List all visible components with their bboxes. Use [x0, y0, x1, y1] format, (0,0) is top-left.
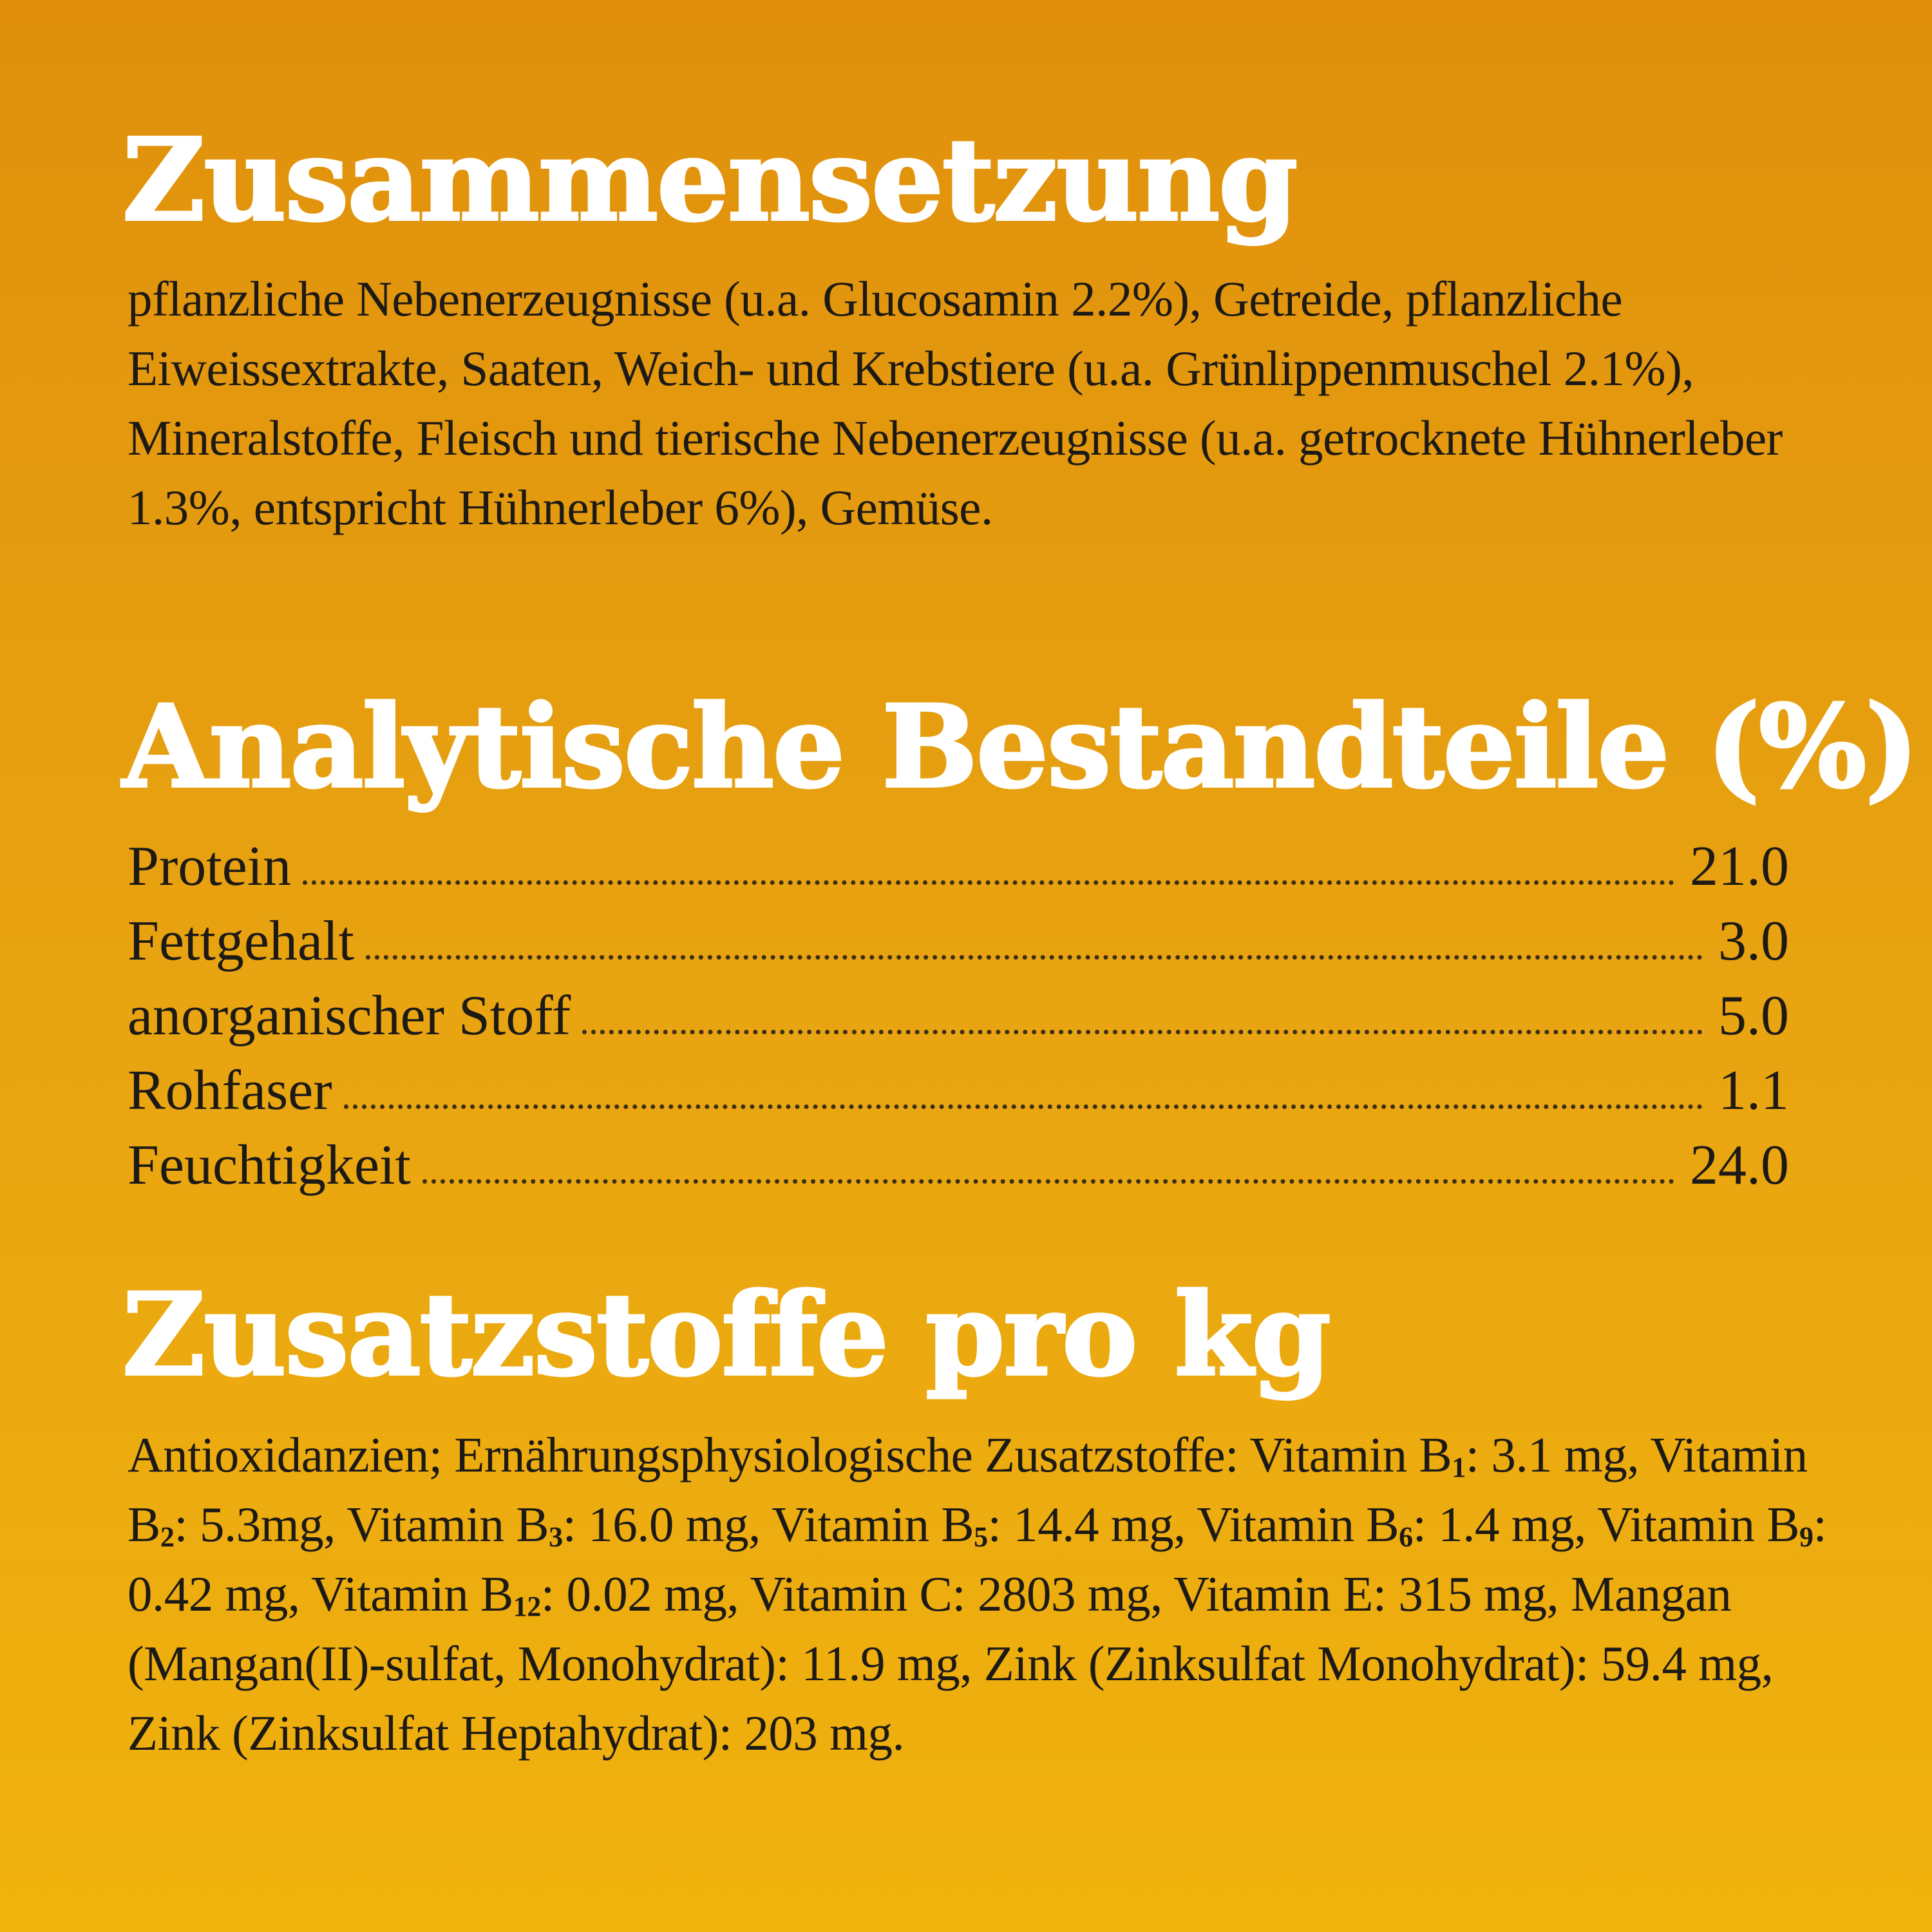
composition-title: Zusammensetzung	[122, 113, 1297, 247]
analysis-row-value: 3.0	[1718, 910, 1789, 972]
dot-leader	[422, 1179, 1674, 1184]
additives-text-segment: Antioxidanzien; Ernährungsphysiologische Zusatzstoffe: Vitamin B	[128, 1427, 1452, 1482]
additives-title: Zusatzstoffe pro kg	[122, 1268, 1330, 1401]
additives-text	[128, 1420, 1828, 1768]
analysis-row-value: 5.0	[1718, 985, 1789, 1047]
additives-text-segment: : 16.0 mg, Vitamin B	[562, 1497, 974, 1552]
vitamin-subscript: 9	[1799, 1521, 1814, 1553]
additives-text-segment: : 0.02 mg, Vitamin C: 2803 mg, Vitamin E: 315 mg, Mangan (Mangan(II)-sulfat, Monohydrat): 11.9 mg, Zink (Zinksulfat Monohydrat): 59.4 mg, Zink (Zinksulfat Heptahydrat): 203 mg.	[128, 1566, 1774, 1761]
analysis-row-fiber	[128, 1048, 1789, 1123]
dot-leader	[366, 955, 1703, 960]
analysis-title: Analytische Bestandteile (%)	[122, 680, 1918, 813]
vitamin-subscript: 5	[974, 1521, 988, 1553]
analysis-row-label: Feuchtigkeit	[128, 1134, 411, 1197]
vitamin-subscript: 1	[1452, 1452, 1466, 1483]
analysis-row-moisture	[128, 1123, 1789, 1198]
dot-leader	[303, 880, 1674, 885]
analysis-row-label: anorganischer Stoff	[128, 985, 571, 1047]
analysis-row-label: Protein	[128, 835, 292, 898]
additives-text-segment: : 0.42 mg, Vitamin B	[128, 1497, 1827, 1622]
dot-leader	[582, 1030, 1703, 1034]
analysis-table	[128, 824, 1789, 1198]
analysis-row-label: Fettgehalt	[128, 910, 354, 972]
additives-text-segment: : 5.3mg, Vitamin B	[174, 1497, 549, 1552]
vitamin-subscript: 2	[160, 1521, 175, 1553]
vitamin-subscript: 12	[513, 1591, 541, 1622]
analysis-row-protein	[128, 824, 1789, 899]
analysis-row-value: 1.1	[1718, 1059, 1789, 1122]
composition-text: pflanzliche Nebenerzeugnisse (u.a. Glucosamin 2.2%), Getreide, pflanzliche Eiweissextrakte, Saaten, Weich- und Krebstiere (u.a. Grünlippenmuschel 2.1%), Mineralstoffe, Fleisch und tierische Nebenerzeugnisse (u.a. getrocknete Hühnerleber 1.3%, entspricht Hühnerleber 6%), Gemüse.	[128, 271, 1783, 535]
vitamin-subscript: 6	[1399, 1521, 1413, 1553]
additives-text-segment: : 3.1 mg, Vitamin B	[128, 1427, 1808, 1552]
vitamin-subscript: 3	[549, 1521, 563, 1553]
analysis-row-value: 21.0	[1690, 835, 1789, 898]
additives-text-segment: : 1.4 mg, Vitamin B	[1412, 1497, 1800, 1552]
analysis-row-label: Rohfaser	[128, 1059, 332, 1122]
analysis-row-ash	[128, 974, 1789, 1048]
additives-text-segment: : 14.4 mg, Vitamin B	[987, 1497, 1399, 1552]
analysis-row-fat	[128, 899, 1789, 974]
dot-leader	[344, 1104, 1703, 1109]
analysis-row-value: 24.0	[1690, 1134, 1789, 1197]
